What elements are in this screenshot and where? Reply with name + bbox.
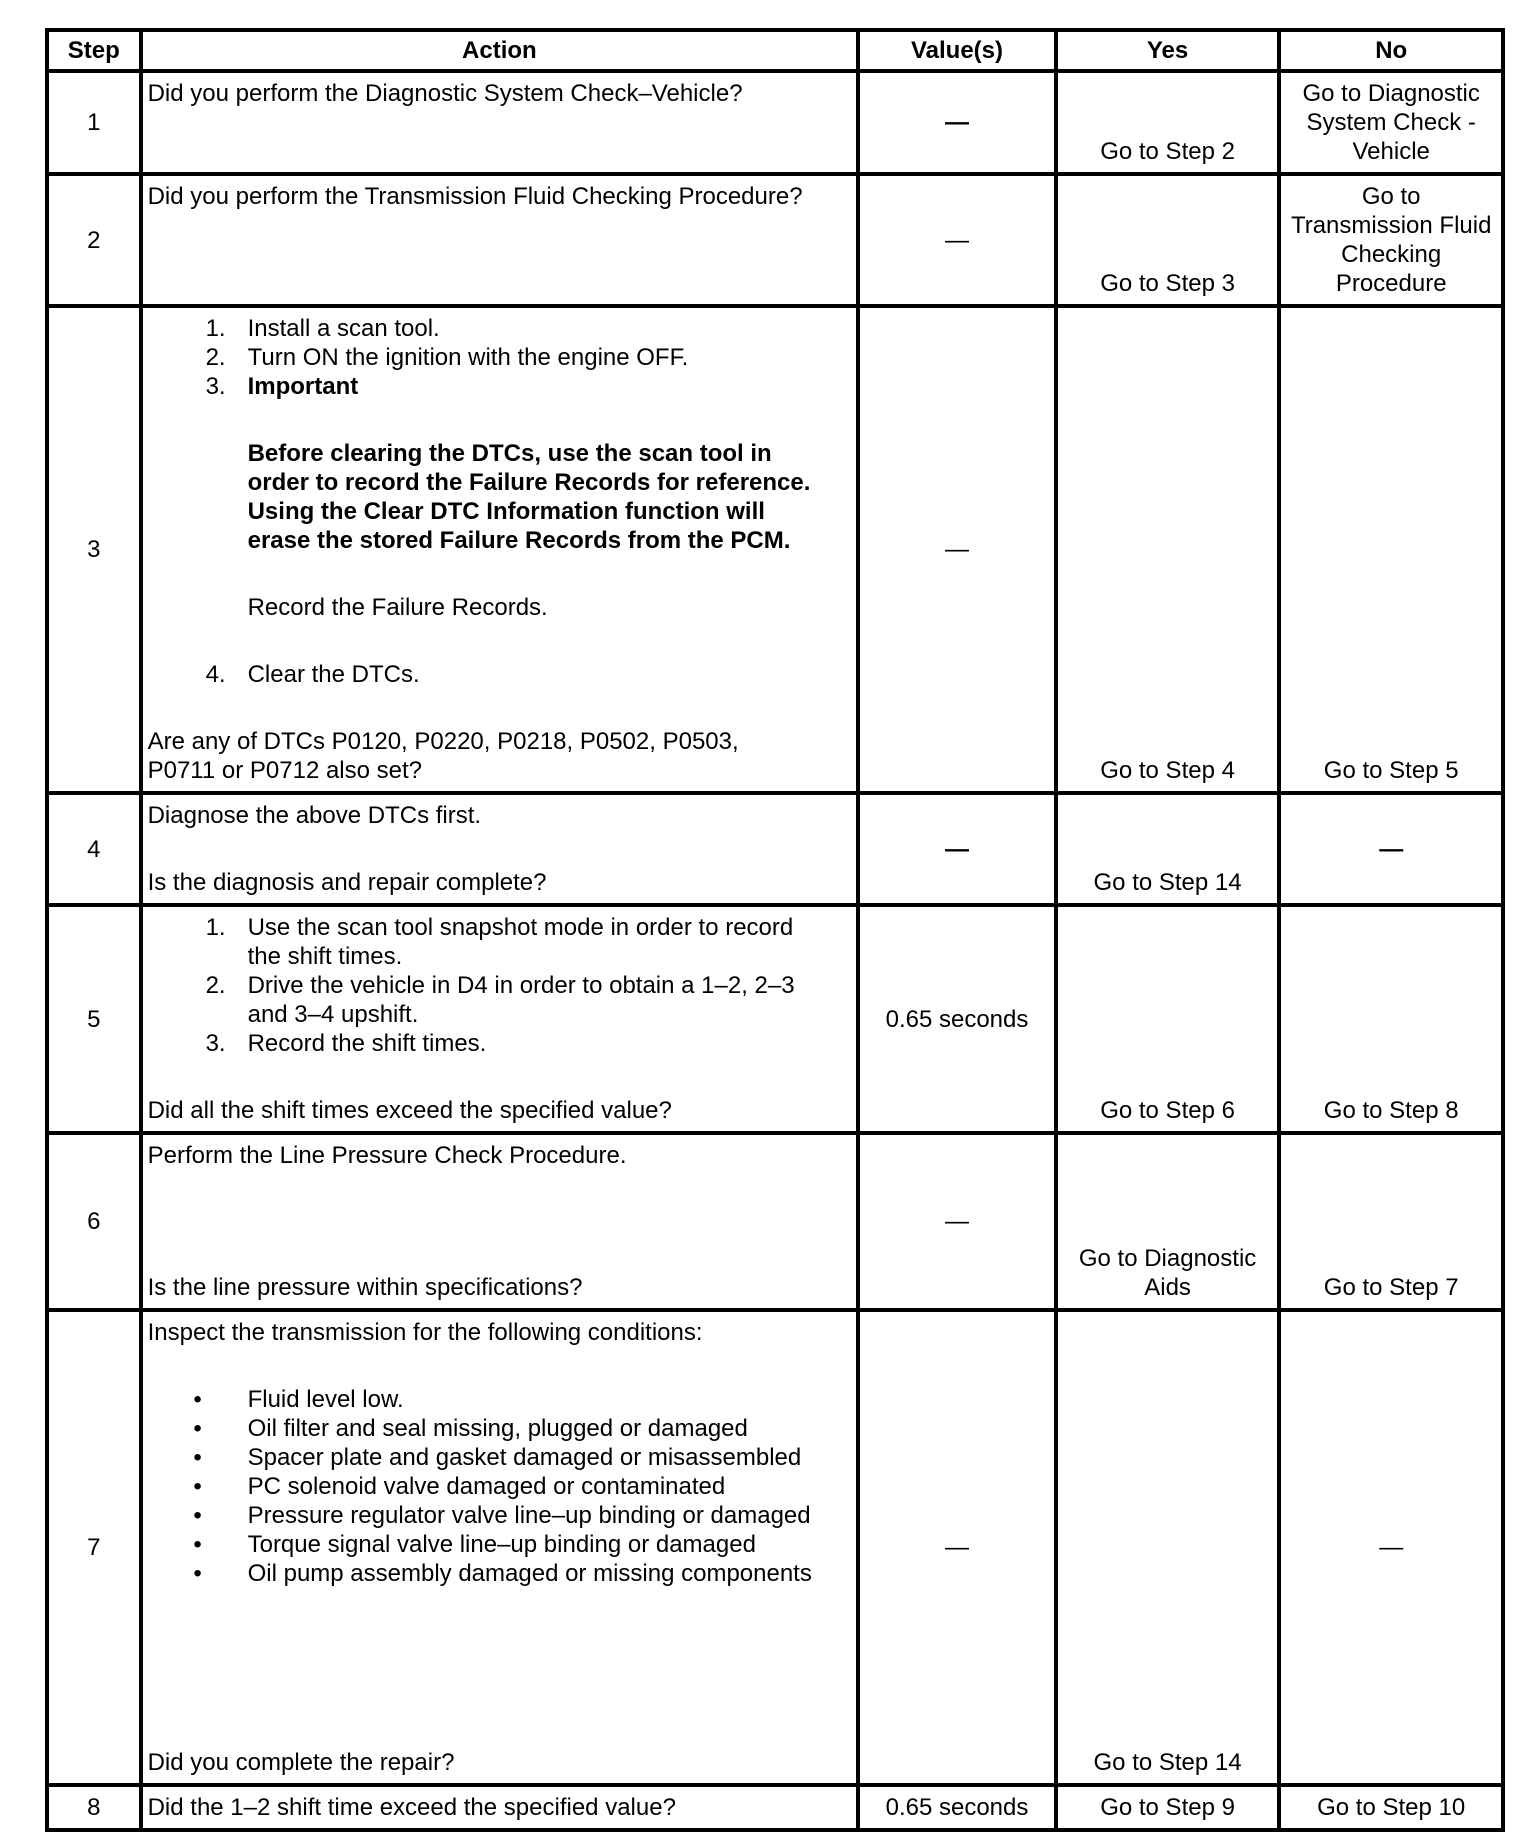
yes-cell: Go to Step 14	[1056, 793, 1280, 905]
step-number: 2	[47, 174, 141, 306]
no-line: Procedure	[1335, 270, 1447, 297]
no-cell: Go to Step 10	[1279, 1785, 1503, 1830]
yes-cell: Go to Step 14	[1056, 1310, 1280, 1785]
table-row	[47, 1133, 1503, 1310]
no-cell: Go to Step 5	[1279, 306, 1503, 793]
action-text: Diagnose the above DTCs first.	[147, 802, 482, 829]
yes-cell: Go to Step 6	[1056, 905, 1280, 1133]
value-cell: 0.65 seconds	[858, 905, 1056, 1133]
no-cell: —	[1279, 1310, 1503, 1785]
value-cell: —	[858, 71, 1056, 174]
yes-cell: Go to Step 4	[1056, 306, 1280, 793]
header-no: No	[1279, 30, 1503, 71]
list-item: 1. Use the scan tool snapshot mode in order to record the shift times.	[205, 914, 794, 970]
action-cell	[141, 905, 859, 1133]
value-cell: —	[858, 174, 1056, 306]
no-line: Go to	[1361, 183, 1421, 210]
no-line: System Check -	[1306, 109, 1476, 136]
header-action: Action	[141, 30, 859, 71]
action-text: Did the 1–2 shift time exceed the specified value?	[141, 1785, 859, 1830]
record-instruction: Record the Failure Records.	[247, 594, 548, 621]
table-row	[47, 71, 1503, 174]
step-number: 5	[47, 905, 141, 1133]
value-cell: —	[858, 306, 1056, 793]
value-cell: —	[858, 1133, 1056, 1310]
table-row	[47, 1785, 1503, 1830]
yes-cell: Go to Step 2	[1056, 71, 1280, 174]
question-text: Did you complete the repair?	[147, 1749, 455, 1776]
list-item: • Spacer plate and gasket damaged or misassembled	[193, 1444, 802, 1471]
header-values: Value(s)	[858, 30, 1056, 71]
action-cell	[141, 1133, 859, 1310]
action-text: Perform the Line Pressure Check Procedure.	[147, 1142, 627, 1169]
diagnostic-table	[45, 28, 1505, 1832]
no-cell: Go to Step 7	[1279, 1133, 1503, 1310]
action-cell	[141, 793, 859, 905]
yes-cell: Go to Step 3	[1056, 174, 1280, 306]
yes-cell: Go to Diagnostic Aids	[1056, 1133, 1280, 1310]
list-item: • Oil pump assembly damaged or missing components	[193, 1560, 812, 1587]
question-text: Is the line pressure within specifications?	[147, 1274, 583, 1301]
table-row	[47, 174, 1503, 306]
no-cell: Go to Step 8	[1279, 905, 1503, 1133]
action-text: Inspect the transmission for the following conditions:	[147, 1319, 703, 1346]
no-line: Checking	[1341, 241, 1442, 268]
list-item: 1. Install a scan tool.	[205, 315, 440, 342]
table-row	[47, 306, 1503, 793]
list-item: 4. Clear the DTCs.	[205, 661, 420, 688]
value-cell: —	[858, 793, 1056, 905]
list-item: 2. Drive the vehicle in D4 in order to obtain a 1–2, 2–3 and 3–4 upshift.	[205, 972, 795, 1028]
table-row	[47, 793, 1503, 905]
list-item: 3. Record the shift times.	[205, 1030, 487, 1057]
action-cell	[141, 1310, 859, 1785]
list-item: • Oil filter and seal missing, plugged or damaged	[193, 1415, 748, 1442]
step-number: 3	[47, 306, 141, 793]
important-note: Before clearing the DTCs, use the scan tool in order to record the Failure Records for reference. Using the Clear DTC Information function will erase the stored Failure Records from the PCM.	[247, 440, 811, 554]
step-number: 4	[47, 793, 141, 905]
question-text: Did all the shift times exceed the specified value?	[147, 1097, 672, 1124]
yes-cell: Go to Step 9	[1056, 1785, 1280, 1830]
question-text: Are any of DTCs P0120, P0220, P0218, P0502, P0503, P0711 or P0712 also set?	[147, 728, 739, 784]
list-item: • Torque signal valve line–up binding or damaged	[193, 1531, 756, 1558]
header-yes: Yes	[1056, 30, 1280, 71]
action-text: Did you perform the Transmission Fluid Checking Procedure?	[141, 174, 859, 306]
list-item: 3. Important	[205, 373, 359, 400]
step-number: 1	[47, 71, 141, 174]
table-row	[47, 1310, 1503, 1785]
step-number: 6	[47, 1133, 141, 1310]
no-cell	[1279, 71, 1503, 174]
list-item: • Fluid level low.	[193, 1386, 404, 1413]
header-step: Step	[47, 30, 141, 71]
action-text: Did you perform the Diagnostic System Check–Vehicle?	[141, 71, 859, 174]
no-cell	[1279, 174, 1503, 306]
no-cell: —	[1279, 793, 1503, 905]
step-number: 7	[47, 1310, 141, 1785]
action-cell	[141, 306, 859, 793]
list-item: • Pressure regulator valve line–up binding or damaged	[193, 1502, 811, 1529]
no-line: Go to Diagnostic	[1302, 80, 1480, 107]
list-item: 2. Turn ON the ignition with the engine OFF.	[205, 344, 689, 371]
no-line: Transmission Fluid	[1290, 212, 1492, 239]
step-number: 8	[47, 1785, 141, 1830]
question-text: Is the diagnosis and repair complete?	[147, 869, 547, 896]
value-cell: 0.65 seconds	[858, 1785, 1056, 1830]
list-item: • PC solenoid valve damaged or contaminated	[193, 1473, 726, 1500]
no-line: Vehicle	[1352, 138, 1430, 165]
value-cell: —	[858, 1310, 1056, 1785]
header-row	[47, 30, 1503, 71]
table-row	[47, 905, 1503, 1133]
